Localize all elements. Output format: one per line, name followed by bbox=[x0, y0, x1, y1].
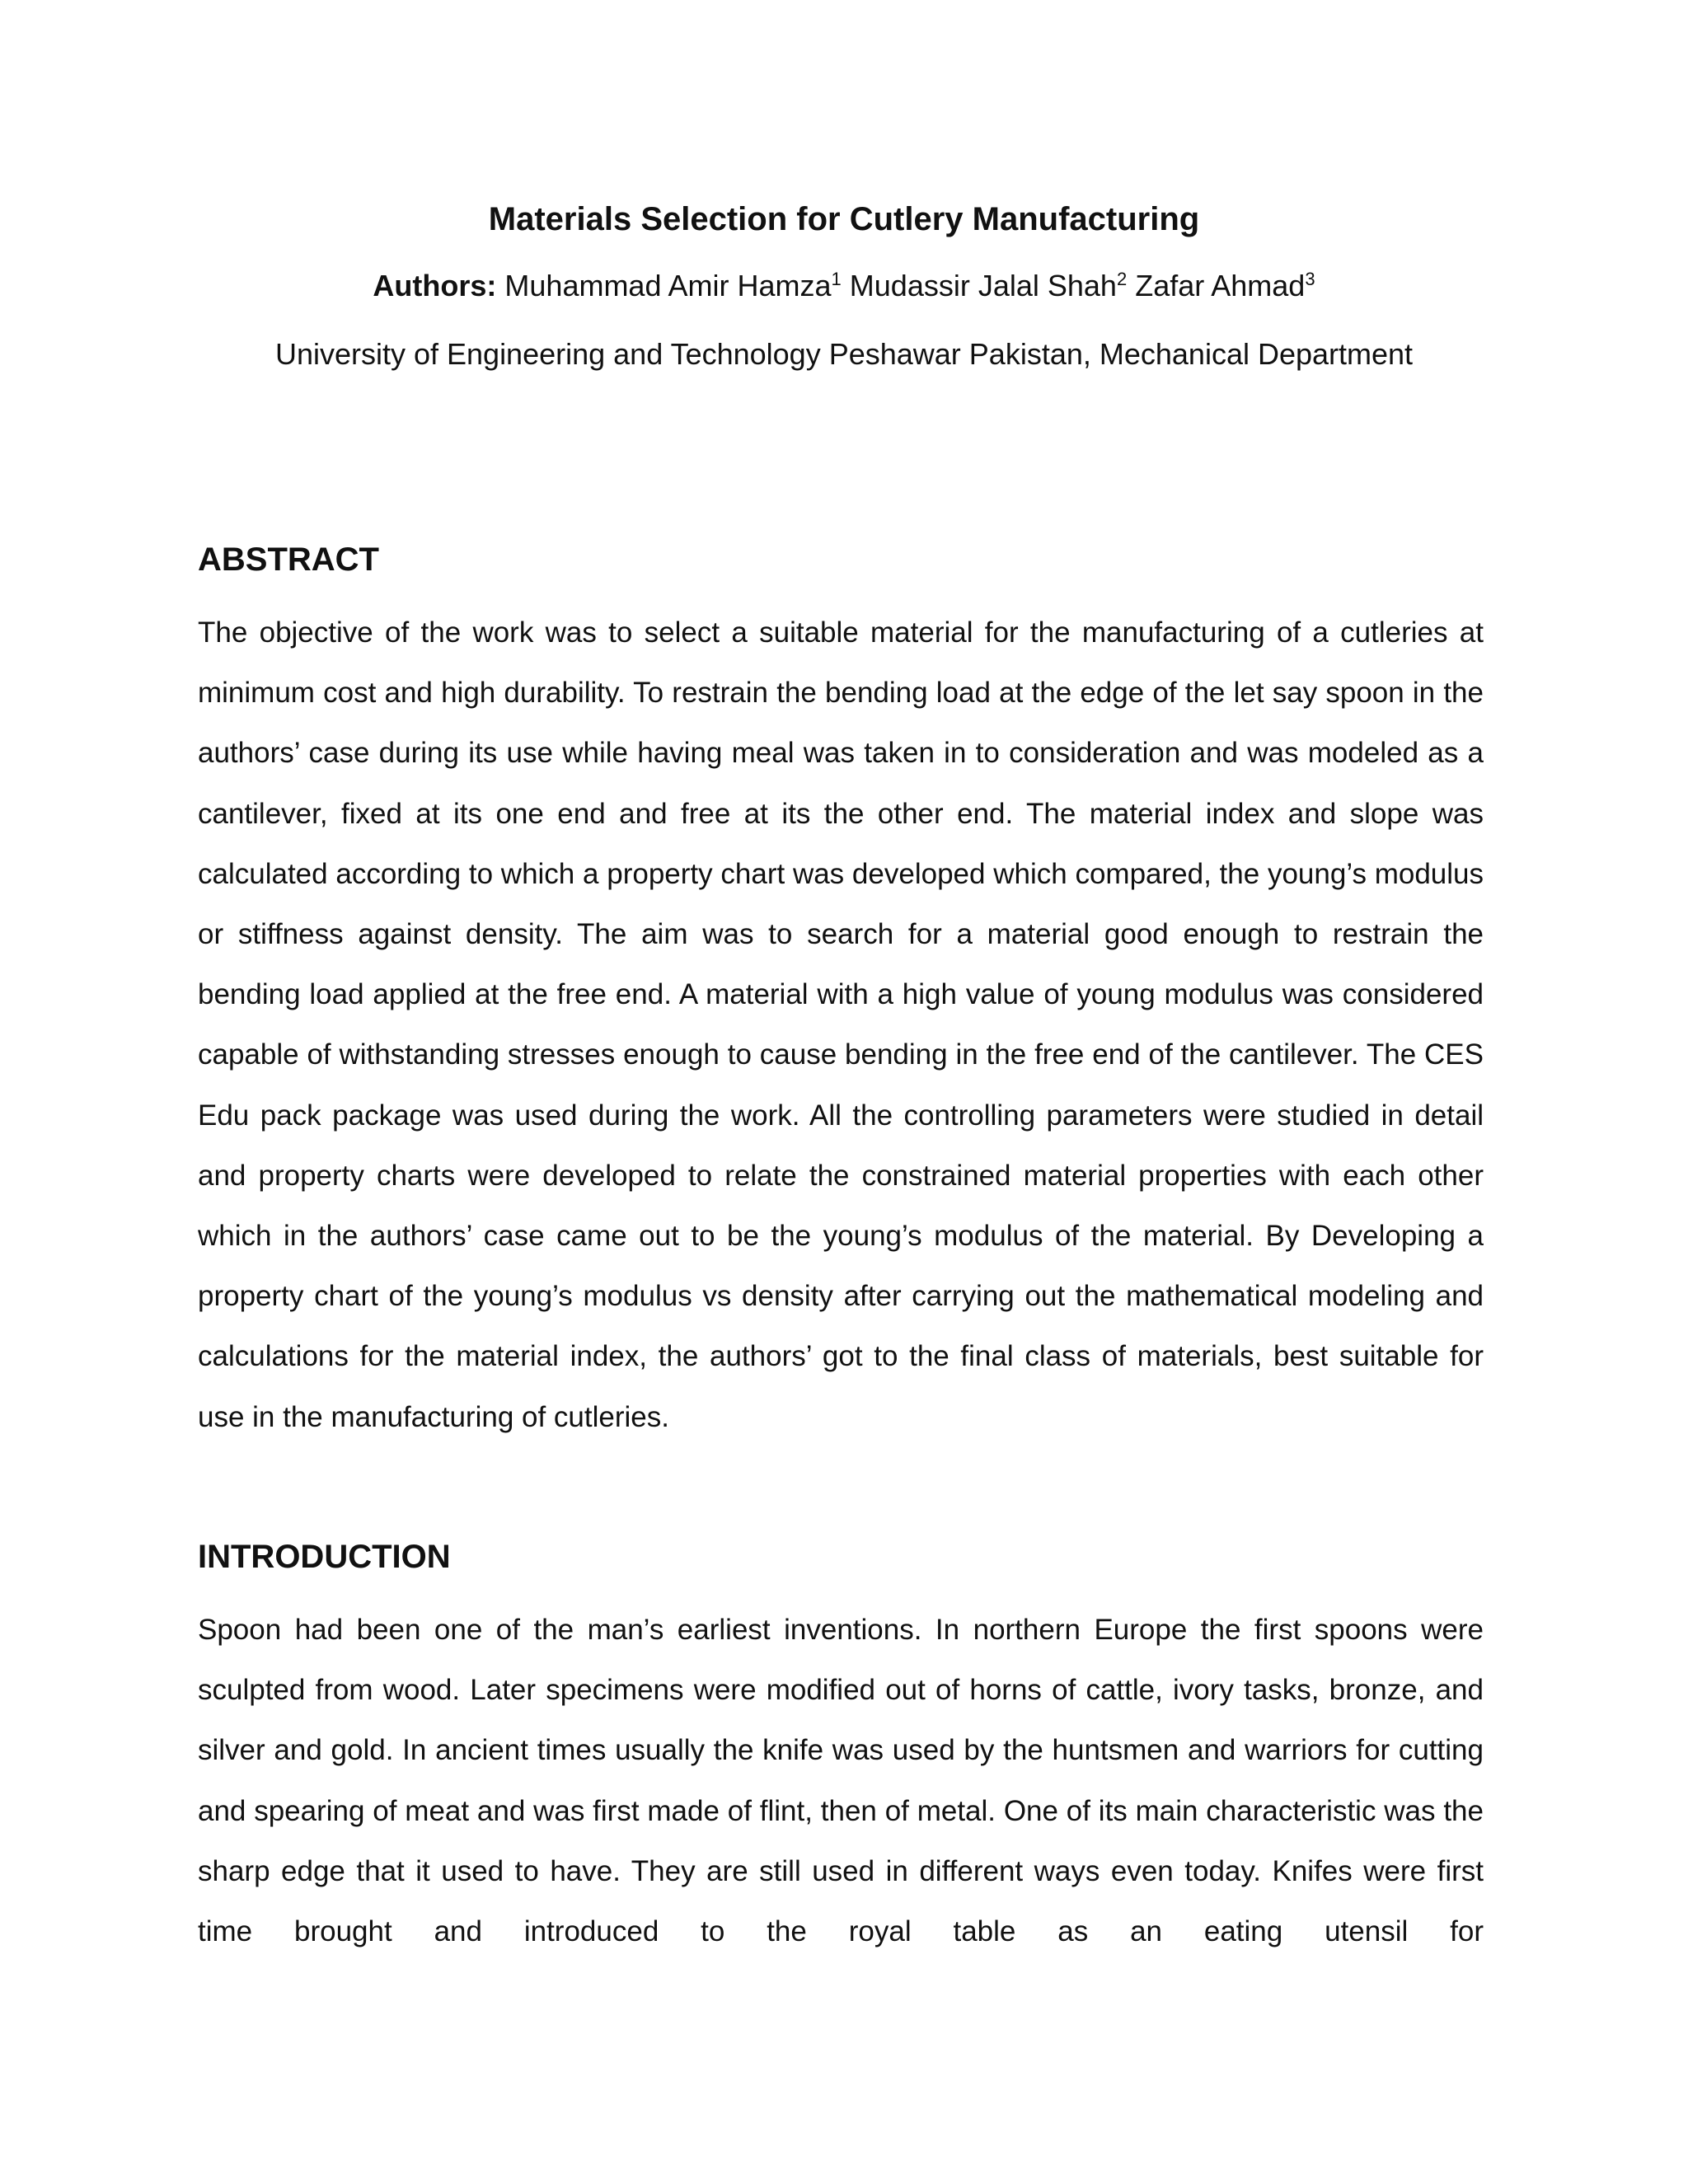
affiliation-mark: 3 bbox=[1305, 269, 1315, 289]
author-line bbox=[0, 265, 1688, 307]
abstract-heading: ABSTRACT bbox=[198, 541, 379, 578]
affiliation-mark: 1 bbox=[831, 269, 842, 289]
affiliation-mark: 2 bbox=[1116, 269, 1128, 289]
introduction-heading: INTRODUCTION bbox=[198, 1539, 451, 1575]
authors-label: Authors: bbox=[373, 269, 497, 302]
abstract-text: The objective of the work was to select a suitable material for the manufacturing of a cutleries at minimum cost and high durability. To restrain the bending load at the edge of the let say spoon in the authors’ case during its use while having meal was taken in to consideration and was modeled as a cantilever, fixed at its one end and free at its the other end. The material index and slope was calculated according to which a property chart was developed which compared, the young’s modulus or stiffness against density. The aim was to search for a material good enough to restrain the bending load applied at the free end. A material with a high value of young modulus was considered capable of withstanding stresses enough to cause bending in the free end of the cantilever. The CES Edu pack package was used during the work. All the controlling parameters were studied in detail and property charts were developed to relate the constrained material properties with each other which in the authors’ case came out to be the young’s modulus of the material. By Developing a property chart of the young’s modulus vs density after carrying out the mathematical modeling and calculations for the material index, the authors’ got to the final class of materials, best suitable for use in the manufacturing of cutleries. bbox=[198, 616, 1484, 1433]
author-name: Mudassir Jalal Shah bbox=[849, 269, 1117, 302]
introduction-text: Spoon had been one of the man’s earliest inventions. In northern Europe the first spoons were sculpted from wood. Later specimens were modified out of horns of cattle, ivory tasks, bronze, and silver and gold. In ancient times usually the knife was used by the huntsmen and warriors for cutting and spearing of meat and was first made of flint, then of metal. One of its main characteristic was the sharp edge that it used to have. They are still used in different ways even today. Knifes were first time brought and introduced to the royal table as an eating utensil for bbox=[198, 1614, 1484, 1948]
author-name: Muhammad Amir Hamza bbox=[504, 269, 832, 302]
author-name: Zafar Ahmad bbox=[1135, 269, 1306, 302]
affiliation: University of Engineering and Technology Peshawar Pakistan, Mechanical Department bbox=[274, 337, 1414, 371]
paper-title: Materials Selection for Cutlery Manufacturing bbox=[488, 201, 1200, 237]
